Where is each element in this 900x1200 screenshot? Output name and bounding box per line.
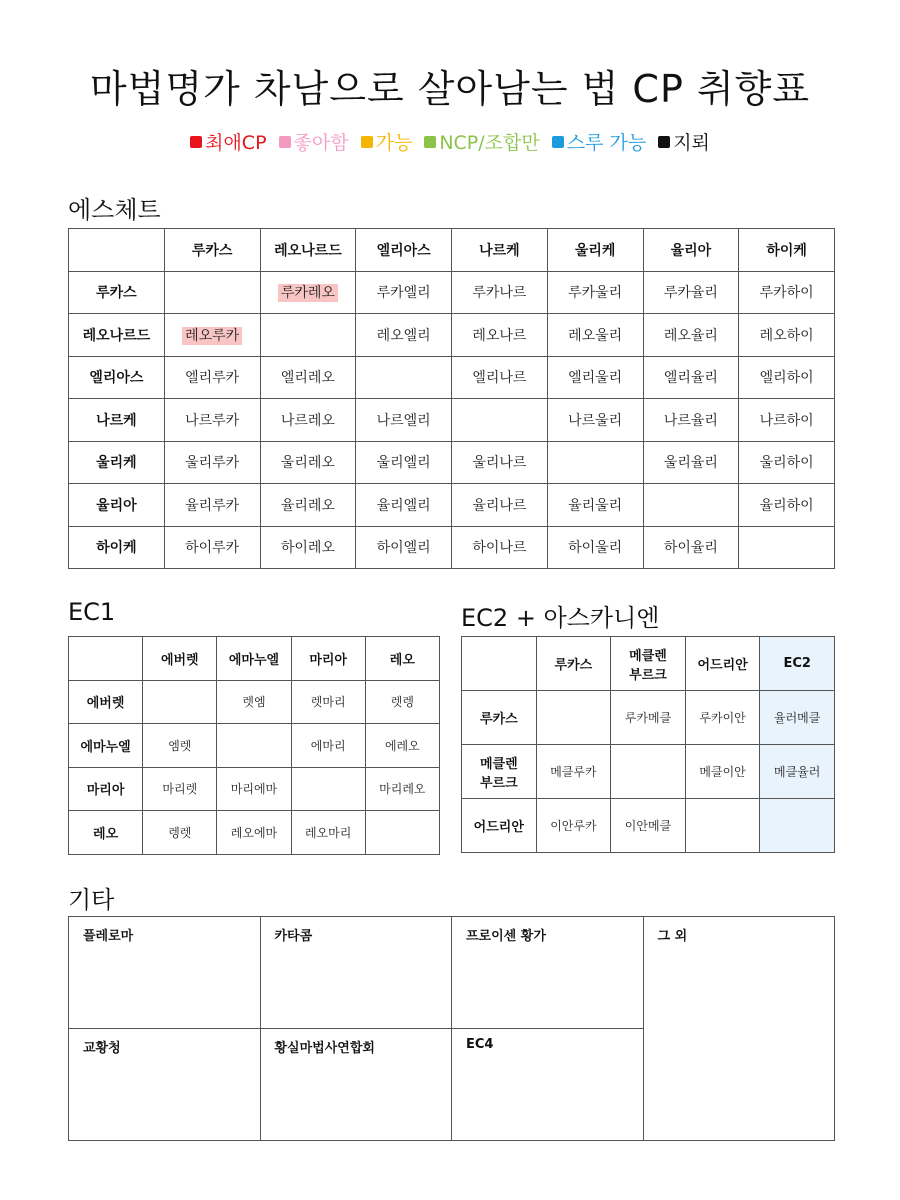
table-row — [462, 799, 835, 853]
legend-swatch — [190, 136, 202, 148]
pair-cell: 레오울리 — [547, 314, 643, 357]
row-header: 레오 — [69, 811, 143, 855]
pair-cell: 하이율리 — [643, 526, 739, 569]
row-header: 마리아 — [69, 767, 143, 811]
pair-cell: 하이레오 — [260, 526, 356, 569]
pair-cell — [611, 745, 686, 799]
header-row — [69, 637, 440, 681]
legend-label: 스루 가능 — [566, 132, 647, 154]
table-row — [69, 680, 440, 724]
corner-cell — [69, 637, 143, 681]
pair-cell: 에레오 — [365, 724, 439, 768]
pair-cell: 율리하이 — [739, 484, 835, 527]
pair-cell: 마리렛 — [143, 767, 217, 811]
pair-cell — [760, 799, 835, 853]
pair-cell: 루카울리 — [547, 271, 643, 314]
legend-item-mine — [658, 128, 710, 155]
pair-cell: 나르레오 — [260, 399, 356, 442]
table-row — [69, 724, 440, 768]
pair-cell — [547, 441, 643, 484]
section-title-es: 에스체트 — [68, 196, 161, 224]
row-header: 메클렌 부르크 — [462, 745, 537, 799]
misc-table — [68, 916, 835, 1141]
row-header: 나르케 — [69, 399, 165, 442]
pair-cell: 레오마리 — [291, 811, 365, 855]
legend-item-possible — [361, 128, 413, 155]
page-title: 마법명가 차남으로 살아남는 법 CP 취향표 — [89, 67, 811, 111]
section-title-misc: 기타 — [68, 886, 115, 914]
legend-item-ncp — [424, 128, 539, 155]
corner-cell — [69, 229, 165, 272]
pair-cell: 이안루카 — [536, 799, 611, 853]
pair-cell: 엘리나르 — [452, 356, 548, 399]
pair-cell — [643, 484, 739, 527]
column-header: 나르케 — [452, 229, 548, 272]
pair-cell: 울리레오 — [260, 441, 356, 484]
pair-cell: 마리레오 — [365, 767, 439, 811]
pair-cell: 엘리루카 — [164, 356, 260, 399]
column-header: 율리아 — [643, 229, 739, 272]
pair-cell — [260, 314, 356, 357]
pair-cell — [356, 356, 452, 399]
pair-cell: 율리루카 — [164, 484, 260, 527]
column-header: 에마누엘 — [217, 637, 291, 681]
column-header: 메클렌 부르크 — [611, 637, 686, 691]
row-header: 하이케 — [69, 526, 165, 569]
pair-cell: 하이울리 — [547, 526, 643, 569]
pair-cell: 이안메클 — [611, 799, 686, 853]
ec2-table — [461, 636, 835, 853]
misc-row — [69, 917, 835, 1029]
pair-cell: 메클율러 — [760, 745, 835, 799]
es-table — [68, 228, 835, 569]
legend-label: NCP/조합만 — [439, 132, 540, 154]
table-row — [462, 691, 835, 745]
pair-cell — [536, 691, 611, 745]
table-row — [69, 271, 835, 314]
legend-swatch — [424, 136, 436, 148]
row-header: 울리케 — [69, 441, 165, 484]
row-header: 에버렛 — [69, 680, 143, 724]
table-row — [69, 441, 835, 484]
legend — [0, 128, 900, 155]
legend-item-pass — [552, 128, 646, 155]
pair-cell: 엘리레오 — [260, 356, 356, 399]
column-header: 마리아 — [291, 637, 365, 681]
misc-cell: 교황청 — [69, 1029, 261, 1141]
table-row — [69, 314, 835, 357]
pair-cell: 율러메클 — [760, 691, 835, 745]
pair-cell: 레오나르 — [452, 314, 548, 357]
misc-cell: EC4 — [452, 1029, 644, 1141]
pair-cell: 루카율리 — [643, 271, 739, 314]
table-row — [69, 767, 440, 811]
row-header: 루카스 — [462, 691, 537, 745]
pair-cell — [739, 526, 835, 569]
pair-cell — [291, 767, 365, 811]
pair-cell — [217, 724, 291, 768]
misc-cell: 황실마법사연합회 — [260, 1029, 452, 1141]
column-header: 에버렛 — [143, 637, 217, 681]
pair-cell — [685, 799, 760, 853]
pair-cell: 하이나르 — [452, 526, 548, 569]
column-header: 루카스 — [536, 637, 611, 691]
column-header: 레오나르드 — [260, 229, 356, 272]
pair-cell: 에마리 — [291, 724, 365, 768]
pair-cell — [260, 271, 356, 314]
pair-cell: 레오에마 — [217, 811, 291, 855]
pair-cell: 메클루카 — [536, 745, 611, 799]
pair-cell: 나르엘리 — [356, 399, 452, 442]
table-row — [462, 745, 835, 799]
misc-cell: 그 외 — [643, 917, 835, 1141]
pair-cell: 울리율리 — [643, 441, 739, 484]
pair-cell: 렛렝 — [365, 680, 439, 724]
pair-cell: 율리울리 — [547, 484, 643, 527]
table-row — [69, 526, 835, 569]
misc-cell: 플레로마 — [69, 917, 261, 1029]
pair-cell: 메클이안 — [685, 745, 760, 799]
pair-cell: 루카엘리 — [356, 271, 452, 314]
legend-label: 지뢰 — [673, 132, 710, 154]
legend-label: 최애CP — [205, 132, 267, 154]
header-row — [69, 229, 835, 272]
pair-cell — [164, 314, 260, 357]
table-row — [69, 356, 835, 399]
pair-cell: 마리에마 — [217, 767, 291, 811]
pair-cell: 렛엠 — [217, 680, 291, 724]
pair-cell: 루카나르 — [452, 271, 548, 314]
pair-cell: 율리나르 — [452, 484, 548, 527]
section-title-ec1: EC1 — [68, 598, 116, 626]
pair-cell: 나르하이 — [739, 399, 835, 442]
pair-cell: 엠렛 — [143, 724, 217, 768]
highlighted-pair: 레오루카 — [182, 327, 242, 345]
pair-cell: 루카이안 — [685, 691, 760, 745]
pair-cell: 레오엘리 — [356, 314, 452, 357]
legend-swatch — [361, 136, 373, 148]
pair-cell: 하이엘리 — [356, 526, 452, 569]
legend-swatch — [279, 136, 291, 148]
pair-cell: 레오하이 — [739, 314, 835, 357]
pair-cell — [164, 271, 260, 314]
column-header: 루카스 — [164, 229, 260, 272]
row-header: 에마누엘 — [69, 724, 143, 768]
pair-cell: 울리하이 — [739, 441, 835, 484]
column-header: 하이케 — [739, 229, 835, 272]
pair-cell: 울리엘리 — [356, 441, 452, 484]
pair-cell: 엘리하이 — [739, 356, 835, 399]
legend-item-like — [279, 128, 349, 155]
legend-label: 좋아함 — [293, 132, 349, 154]
pair-cell: 율리엘리 — [356, 484, 452, 527]
pair-cell: 렝렛 — [143, 811, 217, 855]
ec1-table — [68, 636, 440, 855]
pair-cell — [452, 399, 548, 442]
pair-cell: 나르울리 — [547, 399, 643, 442]
pair-cell: 율리레오 — [260, 484, 356, 527]
pair-cell: 울리루카 — [164, 441, 260, 484]
column-header: EC2 — [760, 637, 835, 691]
column-header: 어드리안 — [685, 637, 760, 691]
highlighted-pair: 루카레오 — [278, 284, 338, 302]
column-header: 엘리아스 — [356, 229, 452, 272]
row-header: 율리아 — [69, 484, 165, 527]
legend-swatch — [552, 136, 564, 148]
pair-cell: 레오율리 — [643, 314, 739, 357]
row-header: 레오나르드 — [69, 314, 165, 357]
table-row — [69, 484, 835, 527]
row-header: 어드리안 — [462, 799, 537, 853]
row-header: 루카스 — [69, 271, 165, 314]
misc-cell: 카타콤 — [260, 917, 452, 1029]
column-header: 레오 — [365, 637, 439, 681]
section-title-ec2: EC2 + 아스카니엔 — [461, 604, 660, 632]
pair-cell — [143, 680, 217, 724]
pair-cell: 나르율리 — [643, 399, 739, 442]
table-row — [69, 399, 835, 442]
pair-cell: 하이루카 — [164, 526, 260, 569]
header-row — [462, 637, 835, 691]
legend-swatch — [658, 136, 670, 148]
pair-cell — [365, 811, 439, 855]
pair-cell: 엘리율리 — [643, 356, 739, 399]
row-header: 엘리아스 — [69, 356, 165, 399]
pair-cell: 울리나르 — [452, 441, 548, 484]
pair-cell: 렛마리 — [291, 680, 365, 724]
corner-cell — [462, 637, 537, 691]
table-row — [69, 811, 440, 855]
pair-cell: 엘리울리 — [547, 356, 643, 399]
misc-cell: 프로이센 황가 — [452, 917, 644, 1029]
legend-label: 가능 — [375, 132, 413, 154]
column-header: 울리케 — [547, 229, 643, 272]
pair-cell: 루카메클 — [611, 691, 686, 745]
pair-cell: 루카하이 — [739, 271, 835, 314]
pair-cell: 나르루카 — [164, 399, 260, 442]
legend-item-favorite — [190, 128, 266, 155]
